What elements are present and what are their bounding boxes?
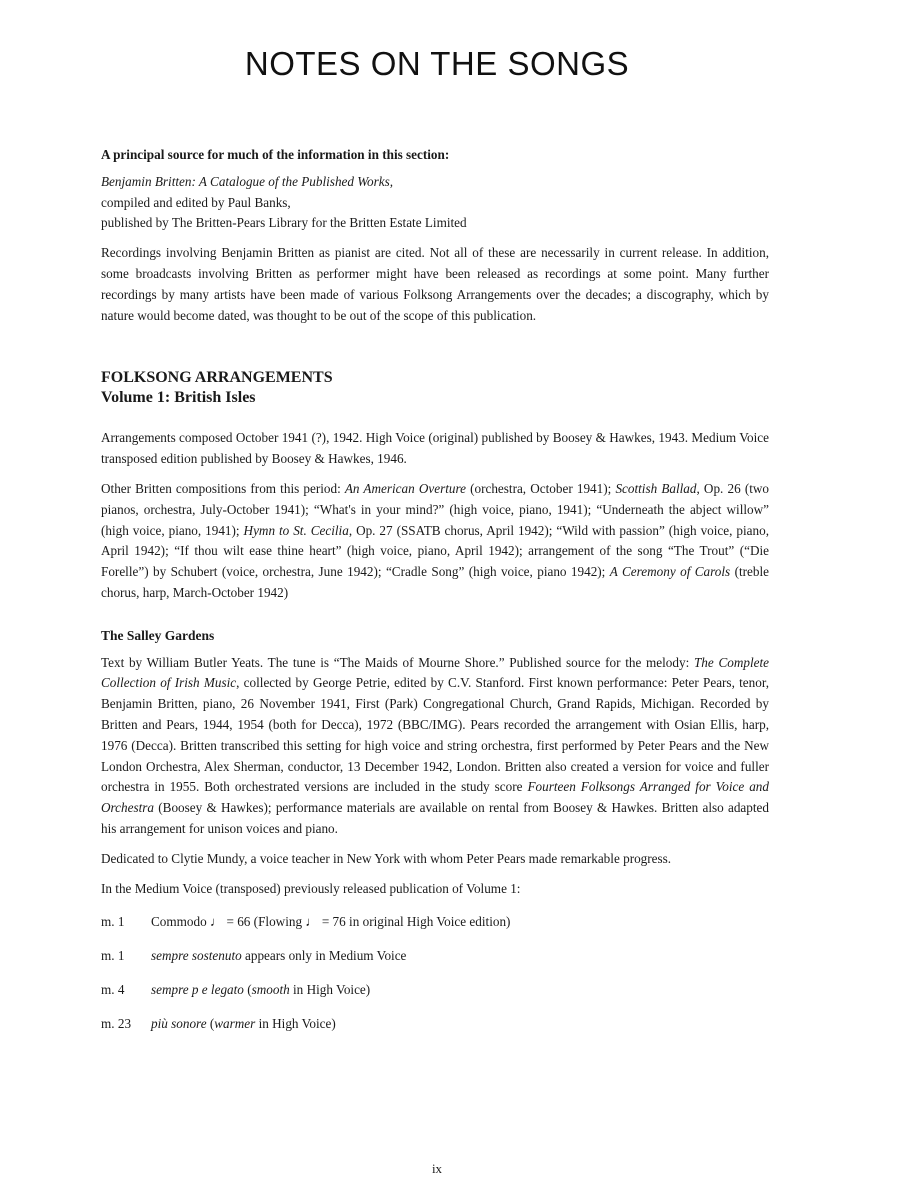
source-line-3: published by The Britten-Pears Library for the Britten Estate Limited xyxy=(101,215,467,231)
measure-text xyxy=(151,946,406,967)
text-run: , Op. 27 (SSATB chorus, April 1942); “Wild with passion” (high voice, piano, April 1942); “If thou wilt ease thine heart” (high voice, piano, April 1942); arrangement of the song “The Trout” (“Die Forelle”) by Schubert (voice, orchestra, June 1942); “Cradle Song” (high voice, piano 1942); xyxy=(101,522,769,580)
measure-number: m. 1 xyxy=(101,948,125,964)
tempo-marking: sempre p e legato xyxy=(151,981,244,997)
text-run: in High Voice) xyxy=(289,981,371,997)
other-compositions-paragraph xyxy=(101,479,769,604)
text-run: (orchestra, October 1941); xyxy=(465,480,616,496)
text-run: in High Voice) xyxy=(255,1015,336,1031)
work-title: The Complete Collection of Irish Music xyxy=(101,654,769,691)
work-title: An American Overture xyxy=(344,480,466,496)
tempo-marking: smooth xyxy=(251,981,290,997)
work-title: A Ceremony of Carols xyxy=(609,564,731,580)
text-run: Other Britten compositions from this period: xyxy=(101,480,345,496)
work-title: Hymn to St. Cecilia xyxy=(243,522,349,538)
page-number: ix xyxy=(431,1161,443,1176)
composition-paragraph: Arrangements composed October 1941 (?), 1942. High Voice (original) published by Boosey & Hawkes, 1943. Medium Voice transposed edition published by Boosey & Hawkes, 1946. xyxy=(101,430,769,467)
measure-number: m. 1 xyxy=(101,914,125,930)
source-book-subtitle: : A Catalogue of the Published Works, xyxy=(191,173,394,189)
page-title: NOTES ON THE SONGS xyxy=(244,45,630,82)
text-run: appears only in Medium Voice xyxy=(241,948,407,964)
measure-note xyxy=(101,1014,769,1035)
text-run: Text by William Butler Yeats. The tune is “The Maids of Mourne Shore.” Published source for the melody: xyxy=(101,654,694,670)
text-run: , Op. 26 (two pianos, orchestra, July-October 1941); “What's in your mind?” (high voice, piano, 1941); “Underneath the abject willow” (high voice, piano, 1941); xyxy=(101,480,769,538)
dedication-paragraph: Dedicated to Clytie Mundy, a voice teacher in New York with whom Peter Pears made remarkable progress. xyxy=(101,850,672,866)
tempo-marking: warmer xyxy=(214,1015,256,1031)
tempo-marking: più sonore xyxy=(151,1015,207,1031)
medium-voice-note: In the Medium Voice (transposed) previously released publication of Volume 1: xyxy=(101,880,521,896)
text-run: , collected by George Petrie, edited by C.V. Stanford. First known performance: Peter Pears, tenor, Benjamin Britten, piano, 26 November 1941, First (Park) Congregational Church, Grand Rapids, Michigan. Recorded by Britten and Pears, 1944, 1954 (both for Decca), 1972 (BBC/IMG). Pears recorded the arrangement with Osian Ellis, harp, 1976 (Decca). Britten transcribed this setting for high voice and string orchestra, first performed by Peter Pears and the New London Orchestra, Alex Sherman, conductor, 13 December 1942, London. Britten also created a version for voice and fuller orchestra in 1955. Both orchestrated versions are included in the study score xyxy=(101,675,769,795)
song-heading: The Salley Gardens xyxy=(101,627,215,643)
measure-note xyxy=(101,946,769,967)
measure-text xyxy=(151,980,370,1001)
measure-number: m. 4 xyxy=(101,981,125,997)
work-title: Fourteen Folksongs Arranged for Voice and Orchestra xyxy=(101,779,769,816)
source-line-2: compiled and edited by Paul Banks, xyxy=(101,194,291,210)
folksong-section xyxy=(101,368,769,603)
source-heading: A principal source for much of the information in this section: xyxy=(101,147,450,162)
measure-number: m. 23 xyxy=(101,1015,132,1031)
measure-note xyxy=(101,980,769,1001)
recordings-paragraph: Recordings involving Benjamin Britten as pianist are cited. Not all of these are necessarily in current release. In addition, some broadcasts involving Britten as performer might have been released as recordings at some point. Many further recordings by many artists have been made of various Folksong Arrangements over the decades; a discography, which by nature would become dated, was thought to be out of the scope of this publication. xyxy=(101,245,769,323)
text-run: (Boosey & Hawkes); performance materials are available on rental from Boosey & Hawkes. Britten also adapted his arrangement for unison voices and piano. xyxy=(101,800,769,836)
content xyxy=(101,145,769,1035)
measure-text: Commodo ♩ = 66 (Flowing ♩ = 76 in original High Voice edition) xyxy=(151,914,511,930)
section-subheading: Volume 1: British Isles xyxy=(101,389,256,407)
measure-note xyxy=(101,912,769,933)
source-book-title: Benjamin Britten xyxy=(101,173,192,189)
tempo-marking: sempre sostenuto xyxy=(151,948,242,964)
measure-text xyxy=(151,1014,336,1035)
text-run: ( xyxy=(206,1015,215,1031)
text-run: (treble chorus, harp, March-October 1942) xyxy=(101,564,770,600)
song-section xyxy=(101,626,769,1035)
work-title: Scottish Ballad xyxy=(615,480,697,496)
source-citation xyxy=(101,172,769,193)
text-run: ( xyxy=(243,981,252,997)
section-heading: FOLKSONG ARRANGEMENTS xyxy=(101,369,333,387)
song-paragraph xyxy=(101,653,769,840)
